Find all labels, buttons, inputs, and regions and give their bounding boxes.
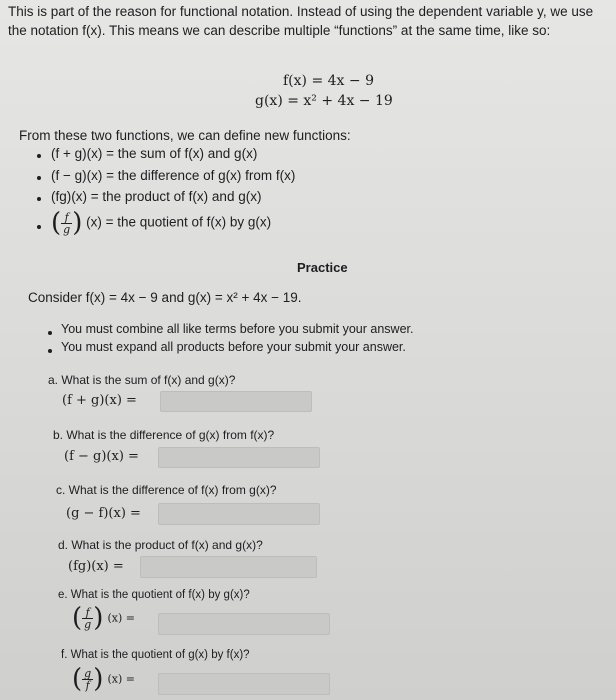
- fraction-f-over-g: $\frac{f}{g}$: [84, 605, 92, 631]
- bullet-icon: [37, 176, 41, 180]
- question-b-label: b. What is the difference of g(x) from f(x)?: [53, 428, 275, 442]
- bullet-icon: [37, 197, 41, 201]
- bullet-difference: (f − g)(x) = the difference of g(x) from f(x): [51, 168, 296, 183]
- equation-f: f(x) = 4x − 9: [283, 73, 374, 89]
- question-c-label: c. What is the difference of f(x) from g(x)?: [56, 483, 277, 497]
- intro-paragraph: This is part of the reason for functional notation. Instead of using the dependent variable y, we use the notation f(x). This means we can describe multiple “functions” at the same time, like so:: [8, 4, 594, 38]
- definition-intro: From these two functions, we can define new functions:: [19, 128, 351, 143]
- practice-heading: Practice: [297, 260, 348, 275]
- question-a-expression: (f + g)(x) =: [62, 393, 137, 408]
- rule-combine-terms: You must combine all like terms before you submit your answer.: [61, 322, 414, 336]
- fraction-g-over-f: $\frac{g}{f}$: [84, 666, 92, 692]
- question-d-expression: (fg)(x) =: [68, 559, 124, 574]
- question-c-expression: (g − f)(x) =: [66, 506, 141, 521]
- bullet-product: (fg)(x) = the product of f(x) and g(x): [51, 189, 262, 204]
- answer-input-d[interactable]: [140, 556, 317, 578]
- question-e-label: e. What is the quotient of f(x) by g(x)?: [58, 589, 250, 601]
- bullet-icon: [48, 331, 52, 335]
- question-e-expression: ( $\frac{f}{g}$ ) (x) =: [72, 603, 135, 633]
- equation-g: g(x) = x² + 4x − 19: [255, 93, 393, 109]
- answer-input-f[interactable]: [158, 673, 330, 695]
- rule-expand-products: You must expand all products before your submit your answer.: [61, 340, 406, 354]
- bullet-icon: [48, 349, 52, 353]
- bullet-icon: [37, 225, 41, 229]
- question-a-label: a. What is the sum of f(x) and g(x)?: [48, 373, 236, 387]
- question-d-label: d. What is the product of f(x) and g(x)?: [58, 538, 263, 552]
- answer-input-c[interactable]: [158, 503, 320, 525]
- fraction-f-over-g: $\frac{f}{g}$: [63, 210, 71, 236]
- question-b-expression: (f − g)(x) =: [64, 449, 139, 464]
- answer-input-b[interactable]: [158, 447, 320, 468]
- answer-input-e[interactable]: [158, 613, 330, 635]
- bullet-icon: [37, 154, 41, 158]
- consider-statement: Consider f(x) = 4x − 9 and g(x) = x² + 4x − 19.: [28, 290, 302, 305]
- question-f-label: f. What is the quotient of g(x) by f(x)?: [61, 649, 250, 661]
- bullet-sum: (f + g)(x) = the sum of f(x) and g(x): [51, 146, 258, 161]
- bullet-quotient: ( $\frac{f}{g}$ ) (x) = the quotient of f(x) by g(x): [51, 208, 272, 238]
- question-f-expression: ( $\frac{g}{f}$ ) (x) =: [72, 664, 135, 694]
- answer-input-a[interactable]: [160, 391, 312, 412]
